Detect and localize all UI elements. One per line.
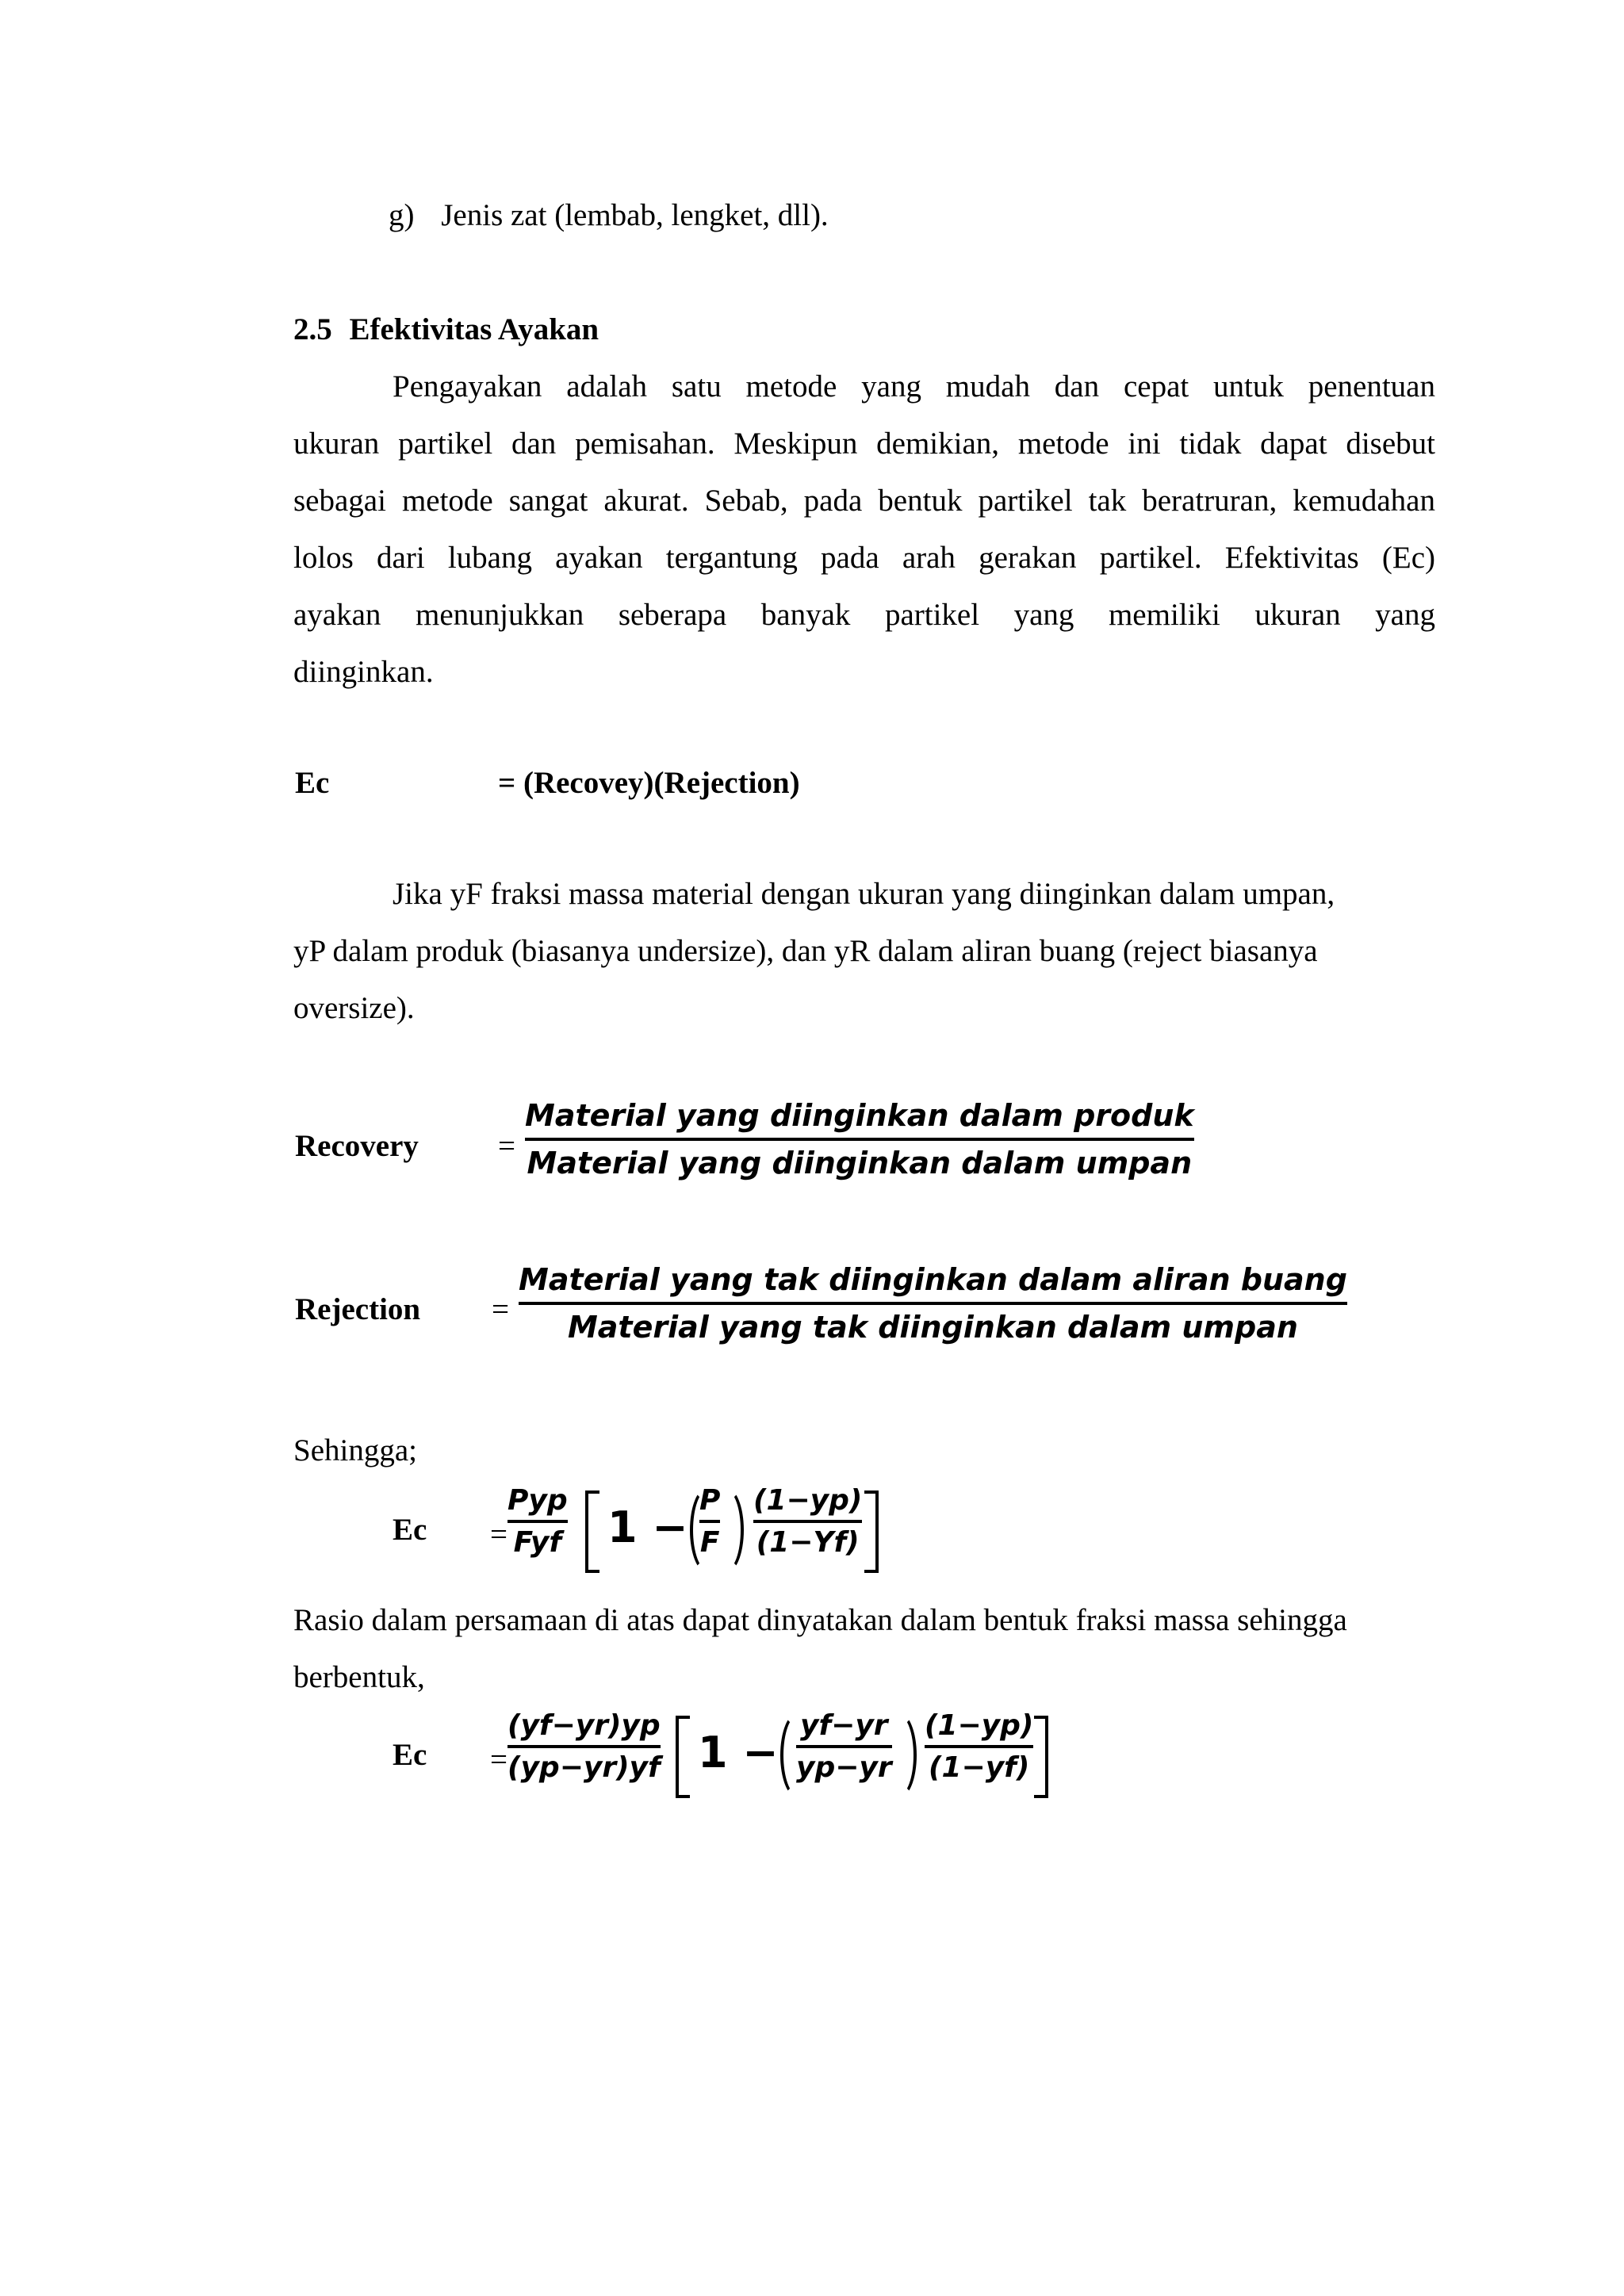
eq2-label: Ec	[393, 1513, 427, 1547]
right-paren-icon	[709, 1487, 744, 1573]
eq3-fraction-main	[508, 1709, 661, 1784]
fraction-bar	[525, 1138, 1194, 1141]
fraction-numerator: (1−yp)	[753, 1484, 863, 1517]
eq2-equals: =	[490, 1517, 508, 1552]
fraction-numerator: Pyp	[508, 1484, 568, 1517]
fraction-denominator: yp−yr	[796, 1751, 892, 1784]
fraction-denominator: (1−Yf)	[756, 1526, 860, 1559]
eq2-fraction-main	[508, 1484, 568, 1559]
paragraph-3	[293, 1592, 1435, 1706]
fraction-denominator: Material yang diinginkan dalam umpan	[527, 1146, 1193, 1181]
recovery-equals: =	[498, 1129, 515, 1163]
fraction-bar	[508, 1520, 568, 1523]
fraction-bar	[508, 1745, 661, 1748]
rejection-equals: =	[492, 1292, 509, 1326]
fraction-bar	[753, 1520, 862, 1523]
fraction-numerator: Material yang tak diinginkan dalam aliran buang	[519, 1262, 1347, 1297]
fraction-numerator: (yf−yr)yp	[508, 1709, 661, 1742]
eq3-fraction-ratio	[925, 1709, 1033, 1784]
fraction-bar	[925, 1745, 1033, 1748]
paragraph-line: berbentuk,	[293, 1660, 425, 1694]
eq3-equals: =	[490, 1743, 508, 1777]
eq2-one-minus: 1 −	[607, 1502, 688, 1552]
rejection-label: Rejection	[295, 1292, 421, 1326]
ec-formula: = (Recovey)(Rejection)	[498, 766, 800, 800]
list-item-g	[389, 187, 829, 244]
fraction-denominator: Material yang tak diinginkan dalam umpan	[567, 1310, 1298, 1345]
right-bracket-icon	[1034, 1716, 1048, 1798]
paragraph-line: diinginkan.	[293, 655, 434, 689]
eq3-label: Ec	[393, 1738, 427, 1772]
paragraph-line: lolos dari lubang ayakan tergantung pada arah gerakan partikel. Efektivitas (Ec)	[293, 541, 1435, 575]
fraction-numerator: P	[699, 1484, 721, 1517]
fraction-bar	[796, 1745, 892, 1748]
fraction-numerator: Material yang diinginkan dalam produk	[525, 1098, 1194, 1133]
eq3-fraction-y	[796, 1709, 892, 1784]
right-bracket-icon	[864, 1490, 879, 1573]
right-paren-icon	[882, 1712, 917, 1798]
eq2-fraction-ratio	[753, 1484, 862, 1559]
sehingga-text: Sehingga;	[293, 1433, 417, 1468]
fraction-bar	[519, 1302, 1347, 1305]
recovery-fraction	[525, 1098, 1194, 1181]
left-bracket-icon	[585, 1490, 599, 1573]
paragraph-1	[293, 358, 1435, 701]
left-bracket-icon	[676, 1716, 690, 1798]
paragraph-line: sebagai metode sangat akurat. Sebab, pada bentuk partikel tak beratruran, kemudahan	[293, 484, 1435, 518]
paragraph-line: Jika yF fraksi massa material dengan ukuran yang diinginkan dalam umpan,	[393, 877, 1335, 911]
recovery-label: Recovery	[295, 1129, 419, 1163]
eq3-one-minus: 1 −	[698, 1728, 779, 1777]
fraction-numerator: (1−yp)	[925, 1709, 1034, 1742]
paragraph-line: ukuran partikel dan pemisahan. Meskipun demikian, metode ini tidak dapat disebut	[293, 427, 1435, 461]
rejection-fraction	[519, 1262, 1347, 1345]
ec-label: Ec	[295, 766, 330, 800]
fraction-denominator: (1−yf)	[929, 1751, 1030, 1784]
paragraph-line: Rasio dalam persamaan di atas dapat dinyatakan dalam bentuk fraksi massa sehingga	[293, 1603, 1347, 1637]
paragraph-2	[293, 866, 1435, 1037]
fraction-denominator: (yp−yr)yf	[508, 1751, 661, 1784]
fraction-denominator: F	[699, 1526, 720, 1559]
paragraph-line: Pengayakan adalah satu metode yang mudah dan cepat untuk penentuan	[393, 369, 1435, 404]
list-text: Jenis zat (lembab, lengket, dll).	[441, 198, 829, 232]
paragraph-line: ayakan menunjukkan seberapa banyak partikel yang memiliki ukuran yang	[293, 598, 1435, 632]
paragraph-line: oversize).	[293, 991, 415, 1025]
fraction-denominator: Fyf	[513, 1526, 562, 1559]
fraction-numerator: yf−yr	[800, 1709, 888, 1742]
list-marker: g)	[389, 198, 415, 232]
section-heading	[293, 301, 599, 358]
section-number: 2.5	[293, 312, 332, 346]
paragraph-line: yP dalam produk (biasanya undersize), dan yR dalam aliran buang (reject biasanya	[293, 934, 1318, 968]
section-title: Efektivitas Ayakan	[349, 312, 599, 346]
